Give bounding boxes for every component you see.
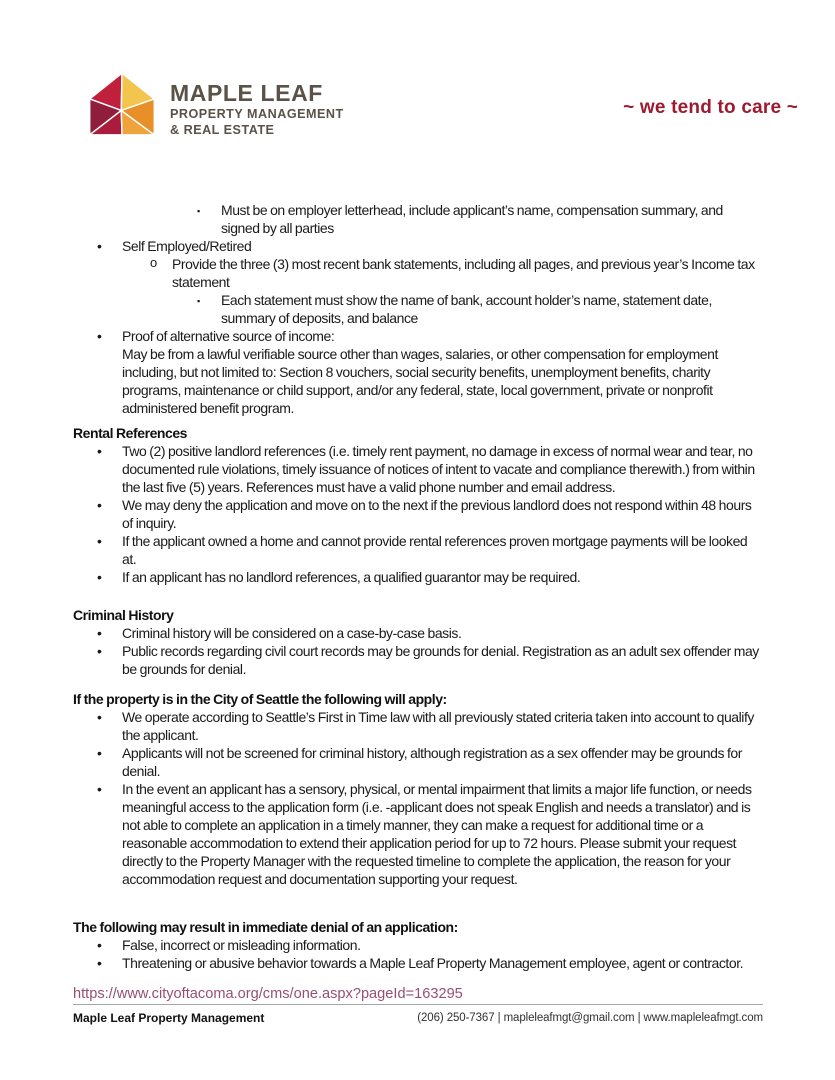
list-item-text: Applicants will not be screened for criminal history, although registration as a sex offender may be grounds for denial. (122, 745, 742, 779)
bullet-marker: • (97, 238, 102, 254)
footer-company: Maple Leaf Property Management (73, 1011, 265, 1025)
list-item-text: Criminal history will be considered on a case-by-case basis. (122, 625, 462, 641)
maple-leaf-logo-icon (86, 71, 158, 137)
list-item (73, 496, 764, 532)
bullet-marker: • (97, 937, 102, 953)
list-item (73, 568, 764, 586)
list-item (73, 936, 764, 954)
list-item (73, 327, 764, 417)
bullet-marker: • (97, 443, 102, 459)
list-item-text: Must be on employer letterhead, include applicant’s name, compensation summary, and signed by all parties (221, 202, 723, 236)
bullet-marker: • (97, 569, 102, 585)
bullet-marker: • (97, 625, 102, 641)
section-2 (73, 606, 764, 678)
list-item (73, 291, 764, 327)
section-1 (73, 424, 764, 586)
section-heading: The following may result in immediate denial of an application: (73, 919, 458, 935)
bullet-marker: • (97, 745, 102, 761)
list-item-text: Proof of alternative source of income: (122, 328, 335, 344)
document-body (73, 201, 764, 1003)
footer-divider (73, 1004, 763, 1005)
list-item (73, 532, 764, 568)
brand-subtitle-1: PROPERTY MANAGEMENT (170, 107, 344, 121)
list-item (73, 255, 764, 291)
list-item (73, 708, 764, 744)
section-3 (73, 690, 764, 888)
link-row (73, 984, 764, 1003)
section-heading: If the property is in the City of Seattle the following will apply: (73, 691, 447, 707)
brand-name: MAPLE LEAF (170, 80, 323, 106)
bullet-marker: • (97, 328, 102, 344)
list-item (73, 624, 764, 642)
section-heading: Rental References (73, 425, 188, 441)
list-item-continuation: May be from a lawful verifiable source other than wages, salaries, or other compensation for employment including, but not limited to: Section 8 vouchers, social security benefits, unemployment benefits, charity programs, maintenance or child support, and/or any federal, state, local government, private or nonprofit administered benefit program. (122, 346, 718, 416)
bullet-marker: • (97, 497, 102, 513)
footer-contact: (206) 250-7367 | mapleleafmgt@gmail.com | www.mapleleafmgt.com (417, 1012, 763, 1024)
bullet-marker: • (97, 781, 102, 797)
list-item-text: Provide the three (3) most recent bank statements, including all pages, and previous year’s Income tax statement (172, 256, 755, 290)
bullet-marker: • (97, 955, 102, 971)
bullet-marker: o (150, 255, 157, 270)
bullet-marker: • (97, 709, 102, 725)
list-item-text: Each statement must show the name of bank, account holder’s name, statement date, summary of deposits, and balance (221, 292, 712, 326)
section-4 (73, 918, 764, 972)
list-item (73, 642, 764, 678)
brand-block (170, 81, 344, 138)
bullet-marker: ▪ (197, 296, 200, 306)
section-0 (73, 201, 764, 417)
bullet-marker: • (97, 533, 102, 549)
list-item (73, 201, 764, 237)
list-item (73, 442, 764, 496)
list-item-text: If an applicant has no landlord references, a qualified guarantor may be required. (122, 569, 581, 585)
list-item-text: Public records regarding civil court records may be grounds for denial. Registration as an adult sex offender may be grounds for denial. (122, 643, 759, 677)
list-item-text: If the applicant owned a home and cannot provide rental references proven mortgage payments will be looked at. (122, 533, 748, 567)
list-item-text: Threatening or abusive behavior towards a Maple Leaf Property Management employee, agent or contractor. (122, 955, 744, 971)
list-item-text: Two (2) positive landlord references (i.e. timely rent payment, no damage in excess of normal wear and tear, no documented rule violations, timely issuance of notices of intent to vacate and compliance therewith.) from within the last five (5) years. References must have a valid phone number and email address. (122, 443, 755, 495)
list-item (73, 237, 764, 255)
list-item-text: We operate according to Seattle’s First in Time law with all previously stated criteria taken into account to qualify the applicant. (122, 709, 754, 743)
list-item (73, 954, 764, 972)
list-item-text: In the event an applicant has a sensory, physical, or mental impairment that limits a major life function, or needs meaningful access to the application form (i.e. -applicant does not speak English and needs a translator) and is not able to complete an application in a timely manner, they can make a request for additional time or a reasonable accommodation to extend their application period for up to 72 hours. Please submit your request directly to the Property Manager with the requested timeline to complete the application, the reason for your accommodation request and documentation supporting your request. (122, 781, 752, 887)
list-item-text: Self Employed/Retired (122, 238, 252, 254)
bullet-marker: ▪ (197, 206, 200, 216)
section-heading: Criminal History (73, 607, 174, 623)
list-item (73, 780, 764, 888)
list-item-text: We may deny the application and move on to the next if the previous landlord does not respond within 48 hours of inquiry. (122, 497, 752, 531)
brand-tagline: ~ we tend to care ~ (623, 97, 798, 118)
bullet-marker: • (97, 643, 102, 659)
brand-subtitle-2: & REAL ESTATE (170, 123, 275, 137)
list-item-text: False, incorrect or misleading information. (122, 937, 361, 953)
cityoftacoma-link[interactable]: https://www.cityoftacoma.org/cms/one.aspx?pageId=163295 (73, 986, 463, 1002)
list-item (73, 744, 764, 780)
